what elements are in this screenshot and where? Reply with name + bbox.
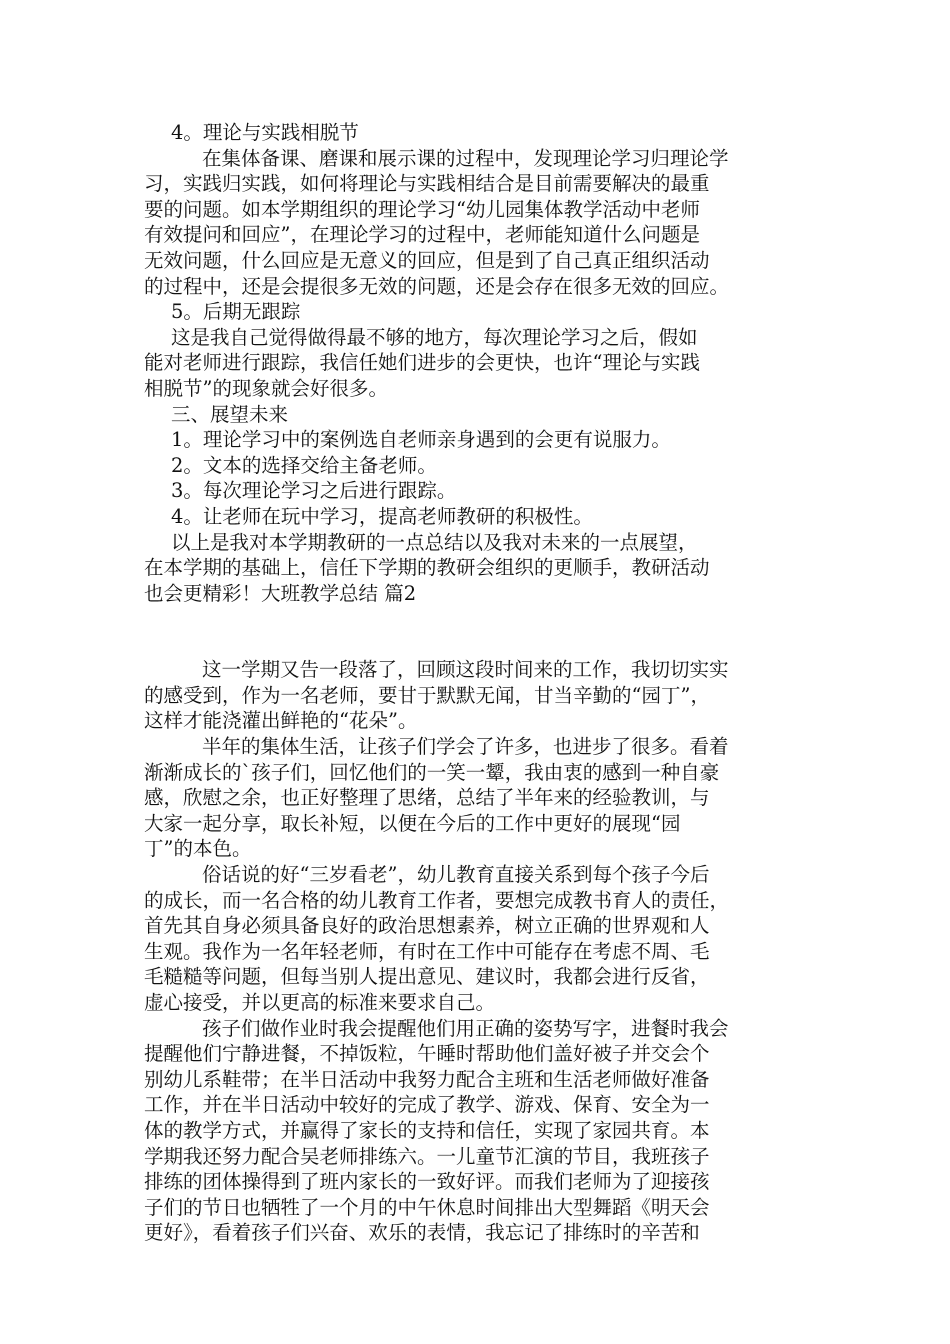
text-line: 别幼儿系鞋带；在半日活动中我努力配合主班和生活老师做好准备 [144,1067,710,1091]
text-line: 以上是我对本学期教研的一点总结以及我对未来的一点展望， [171,530,698,554]
text-line: 这样才能浇灌出鲜艳的“花朵”。 [144,709,418,733]
text-line: 孩子们做作业时我会提醒他们用正确的姿势写字，进餐时我会 [202,1016,729,1040]
text-line: 习，实践归实践，如何将理论与实践相结合是目前需要解决的最重 [144,172,710,196]
text-line: 子们的节日也牺牲了一个月的中午休息时间排出大型舞蹈《明天会 [144,1195,710,1219]
text-line: 的过程中，还是会提很多无效的问题，还是会存在很多无效的回应。 [144,274,730,298]
text-line: 提醒他们宁静进餐，不掉饭粒，午睡时帮助他们盖好被子并交会个 [144,1042,710,1066]
text-line: 2。文本的选择交给主备老师。 [171,453,437,477]
text-line: 工作，并在半日活动中较好的完成了教学、游戏、保育、安全为一 [144,1093,710,1117]
text-line: 无效问题，什么回应是无意义的回应，但是到了自己真正组织活动 [144,248,710,272]
text-line: 5。后期无跟踪 [171,300,301,324]
text-line: 半年的集体生活，让孩子们学会了许多，也进步了很多。看着 [202,735,729,759]
text-line: 能对老师进行跟踪，我信任她们进步的会更快，也许“理论与实践 [144,351,700,375]
text-line: 三、展望未来 [171,402,289,426]
text-line: 这一学期又告一段落了，回顾这段时间来的工作，我切切实实 [202,658,729,682]
document-page [144,120,824,1246]
text-line: 在集体备课、磨课和展示课的过程中，发现理论学习归理论学 [202,146,729,170]
text-line: 在本学期的基础上，信任下学期的教研会组织的更顺手，教研活动 [144,556,710,580]
text-line: 有效提问和回应”，在理论学习的过程中，老师能知道什么问题是 [144,223,700,247]
text-line: 4。理论与实践相脱节 [171,121,359,144]
text-line: 俗话说的好“三岁看老”，幼儿教育直接关系到每个孩子今后 [202,863,710,887]
text-line: 的感受到，作为一名老师，要甘于默默无闻，甘当辛勤的“园丁”， [144,683,710,707]
text-line: 大家一起分享，取长补短，以便在今后的工作中更好的展现“园 [144,811,681,835]
text-line: 的成长，而一名合格的幼儿教育工作者，要想完成教书育人的责任， [144,888,730,912]
text-line: 排练的团体操得到了班内家长的一致好评。而我们老师为了迎接孩 [144,1170,710,1194]
text-line: 首先其自身必须具备良好的政治思想素养，树立正确的世界观和人 [144,914,710,938]
text-line: 学期我还努力配合吴老师排练六。一儿童节汇演的节目，我班孩子 [144,1144,710,1168]
text-line: 1。理论学习中的案例选自老师亲身遇到的会更有说服力。 [171,428,671,452]
text-line: 渐渐成长的`孩子们，回忆他们的一笑一颦，我由衷的感到一种自豪 [144,760,720,784]
text-line: 3。每次理论学习之后进行跟踪。 [171,479,457,503]
text-line: 要的问题。如本学期组织的理论学习“幼儿园集体教学活动中老师 [144,197,700,221]
section-gap [144,606,824,657]
text-line: 相脱节”的现象就会好很多。 [144,376,388,400]
text-line: 虚心接受，并以更高的标准来要求自己。 [144,991,496,1014]
text-line: 丁”的本色。 [144,837,252,861]
text-line: 毛糙糙等问题，但每当别人提出意见、建议时，我都会进行反省， [144,965,710,989]
text-line: 也会更精彩！大班教学总结 篇2 [144,581,417,605]
text-line: 这是我自己觉得做得最不够的地方，每次理论学习之后，假如 [171,325,698,349]
text-line: 感，欣慰之余，也正好整理了思绪，总结了半年来的经验教训，与 [144,786,710,810]
section-summary-part1 [144,120,824,606]
text-line: 体的教学方式，并赢得了家长的支持和信任，实现了家园共育。本 [144,1118,710,1142]
text-line: 更好》，看着孩子们兴奋、欢乐的表情，我忘记了排练时的辛苦和 [144,1221,700,1245]
text-line: 4。让老师在玩中学习，提高老师教研的积极性。 [171,504,593,528]
section-summary-part2 [144,657,824,1246]
text-line: 生观。我作为一名年轻老师，有时在工作中可能存在考虑不周、毛 [144,939,710,963]
